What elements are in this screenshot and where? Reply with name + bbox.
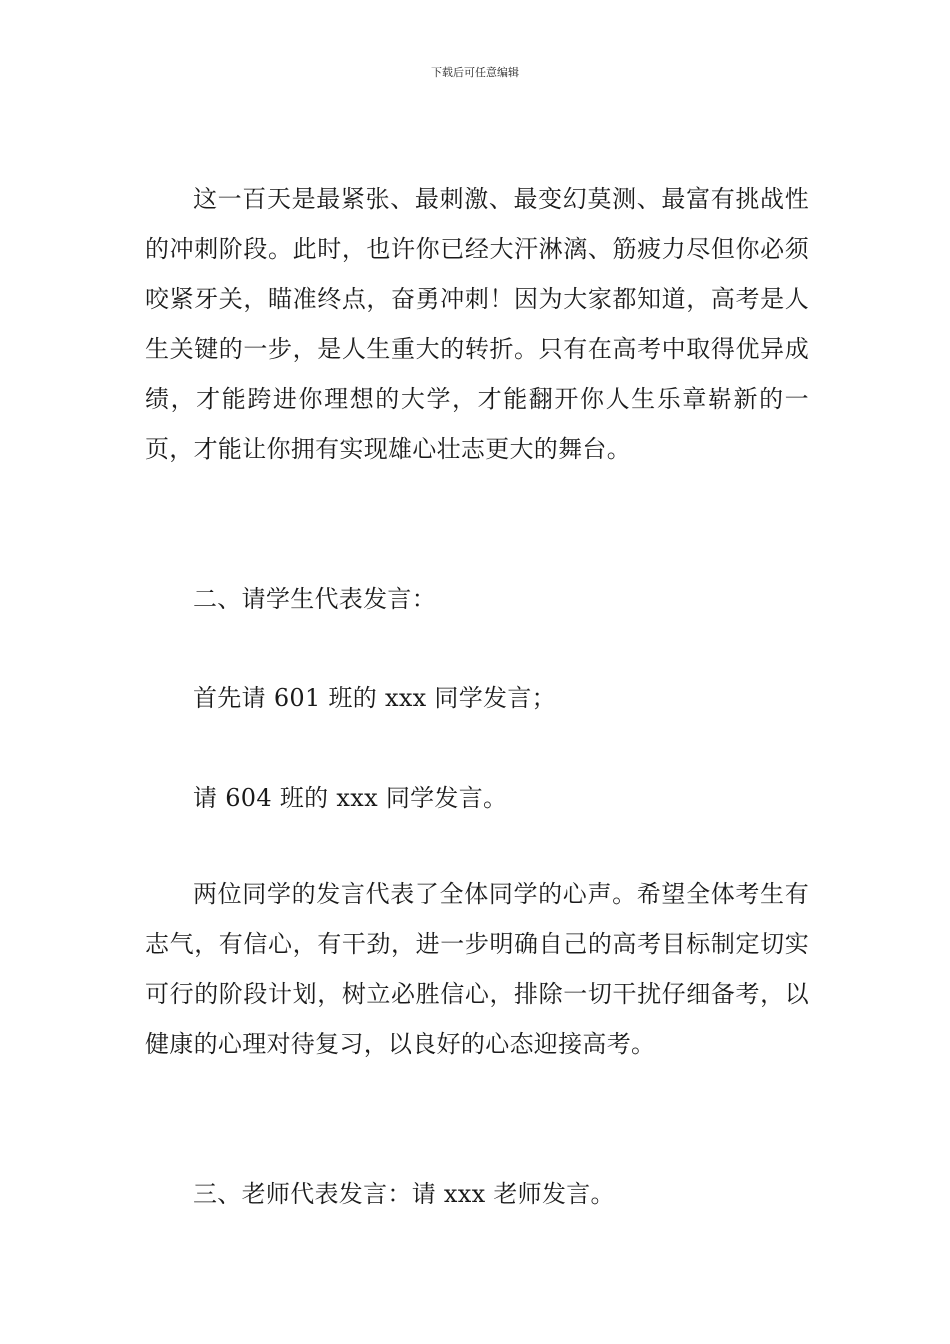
page-header-note: 下载后可任意编辑 — [431, 66, 519, 79]
paragraph-student-601: 首先请 601 班的 xxx 同学发言； — [193, 684, 556, 712]
section-heading-student-speech: 二、请学生代表发言： — [193, 585, 436, 613]
paragraph-student-604: 请 604 班的 xxx 同学发言。 — [193, 784, 508, 812]
paragraph-student-summary: 两位同学的发言代表了全体同学的心声。希望全体考生有志气，有信心，有干劲，进一步明确自己的高考目标制定切实可行的阶段计划，树立必胜信心，排除一切干扰仔细备考，以健康的心理对待复习，以良好的心态迎接高考。 — [145, 880, 809, 1058]
paragraph-countdown-motivation: 这一百天是最紧张、最刺激、最变幻莫测、最富有挑战性的冲刺阶段。此时，也许你已经大汗淋漓、筋疲力尽但你必须咬紧牙关，瞄准终点，奋勇冲刺！因为大家都知道，高考是人生关键的一步，是人生重大的转折。只有在高考中取得优异成绩，才能跨进你理想的大学，才能翻开你人生乐章崭新的一页，才能让你拥有实现雄心壮志更大的舞台。 — [145, 185, 809, 463]
section-heading-teacher-speech: 三、老师代表发言：请 xxx 老师发言。 — [193, 1180, 615, 1208]
